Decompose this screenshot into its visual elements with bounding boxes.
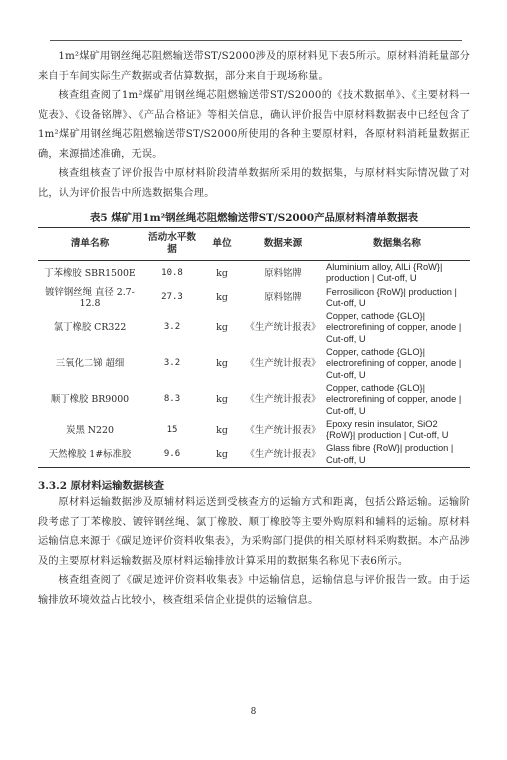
cell-value: 8.3 xyxy=(163,394,181,405)
cell-dataset: Epoxy resin insulator, SiO2 {RoW}| production | Cut-off, U xyxy=(326,418,449,441)
cell-name: 炭黑 N220 xyxy=(66,424,114,436)
header-dataset-name: 数据集名称 xyxy=(324,228,470,261)
table-row xyxy=(38,286,470,311)
cell-source: 原料铭牌 xyxy=(264,267,302,279)
table-row xyxy=(38,310,470,346)
table-row xyxy=(38,346,470,382)
cell-source: 《生产统计报表》 xyxy=(245,424,321,436)
cell-value: 3.2 xyxy=(163,358,181,369)
paragraph-verification-documents: 核查组查阅了1m²煤矿用钢丝绳芯阻燃输送带ST/S2000的《技术数据单》、《主要材料一览表》、《设备铭牌》、《产品合格证》等相关信息，确认评价报告中原材料数据表中已经包含了1m²煤矿用钢丝绳芯阻燃输送带ST/S2000所使用的各种主要原材料，各原材料消耗量数据正确，来源描述准确，无误。 xyxy=(38,90,470,160)
header-rule xyxy=(50,40,462,41)
cell-dataset: Copper, cathode {GLO}| electrorefining of copper, anode | Cut-off, U xyxy=(326,382,462,416)
cell-value: 15 xyxy=(166,424,178,435)
header-data-source: 数据来源 xyxy=(242,228,324,261)
cell-source: 《生产统计报表》 xyxy=(245,449,321,461)
cell-name: 顺丁橡胶 BR9000 xyxy=(50,394,130,406)
raw-material-table xyxy=(38,227,470,468)
cell-value: 27.3 xyxy=(161,292,183,303)
table-header-row xyxy=(38,228,470,261)
cell-name: 镀锌钢丝绳 直径 2.7-12.8 xyxy=(45,286,135,309)
page-number: 8 xyxy=(250,707,257,717)
cell-source: 《生产统计报表》 xyxy=(245,322,321,334)
cell-dataset: Copper, cathode {GLO}| electrorefining of copper, anode | Cut-off, U xyxy=(326,311,462,344)
cell-value: 3.2 xyxy=(163,322,181,333)
cell-source: 《生产统计报表》 xyxy=(245,394,321,406)
cell-name: 天然橡胶 1#标准胶 xyxy=(48,449,132,461)
header-activity-data: 活动水平数据 xyxy=(142,228,202,261)
cell-dataset: Ferrosilicon {RoW}| production | Cut-off, U xyxy=(326,286,457,308)
paragraph-transport-data: 原材料运输数据涉及原辅材料运送到受核查方的运输方式和距离，包括公路运输。运输阶段考虑了丁苯橡胶、镀锌钢丝绳、氯丁橡胶、顺丁橡胶等主要外购原料和辅料的运输。原材料运输信息来源于《碳足迹评价资料收集表》，为采购部门提供的相关原材料采购数据。本产品涉及的主要原材料运输数据及原材料运输排放计算采用的数据集名称见下表6所示。 xyxy=(38,497,470,567)
cell-value: 9.6 xyxy=(163,449,181,460)
table-row xyxy=(38,418,470,443)
cell-unit: kg xyxy=(216,267,228,279)
cell-source: 《生产统计报表》 xyxy=(245,358,321,370)
table-row xyxy=(38,382,470,418)
cell-name: 三氧化二锑 超细 xyxy=(55,358,125,370)
cell-dataset: Aluminium alloy, AlLi {RoW}| production | Cut-off, U xyxy=(326,262,443,284)
cell-unit: kg xyxy=(216,394,228,406)
cell-name: 丁苯橡胶 SBR1500E xyxy=(44,267,136,279)
section-heading: 3.3.2 原材料运输数据核查 xyxy=(38,480,165,493)
cell-dataset: Copper, cathode {GLO}| electrorefining of copper, anode | Cut-off, U xyxy=(326,347,462,380)
cell-dataset: Glass fibre {RoW}| production | Cut-off, U xyxy=(326,443,454,465)
document-body xyxy=(38,47,470,610)
cell-unit: kg xyxy=(216,358,228,370)
cell-unit: kg xyxy=(216,292,228,304)
paragraph-transport-verification: 核查组查阅了《碳足迹评价资料收集表》中运输信息，运输信息与评价报告一致。由于运输排放环境效益占比较小，核查组采信企业提供的运输信息。 xyxy=(38,575,470,606)
cell-unit: kg xyxy=(216,322,228,334)
cell-value: 10.8 xyxy=(161,267,183,278)
header-unit: 单位 xyxy=(202,228,242,261)
cell-source: 原料铭牌 xyxy=(264,292,302,304)
cell-unit: kg xyxy=(216,424,228,436)
cell-unit: kg xyxy=(216,449,228,461)
cell-name: 氯丁橡胶 CR322 xyxy=(53,322,127,334)
table-caption: 表5 煤矿用1m²钢丝绳芯阻燃输送带ST/S2000产品原材料清单数据表 xyxy=(89,212,419,224)
table-row xyxy=(38,442,470,467)
paragraph-raw-materials-intro: 1m²煤矿用钢丝绳芯阻燃输送带ST/S2000涉及的原材料见下表5所示。原材料消耗量部分来自于车间实际生产数据或者估算数据，部分来自于现场称量。 xyxy=(38,51,471,82)
paragraph-dataset-check: 核查组核查了评价报告中原材料阶段清单数据所采用的数据集，与原材料实际情况做了对比，认为评价报告中所选数据集合理。 xyxy=(38,168,470,199)
table-row xyxy=(38,261,470,286)
header-list-name: 清单名称 xyxy=(38,228,142,261)
